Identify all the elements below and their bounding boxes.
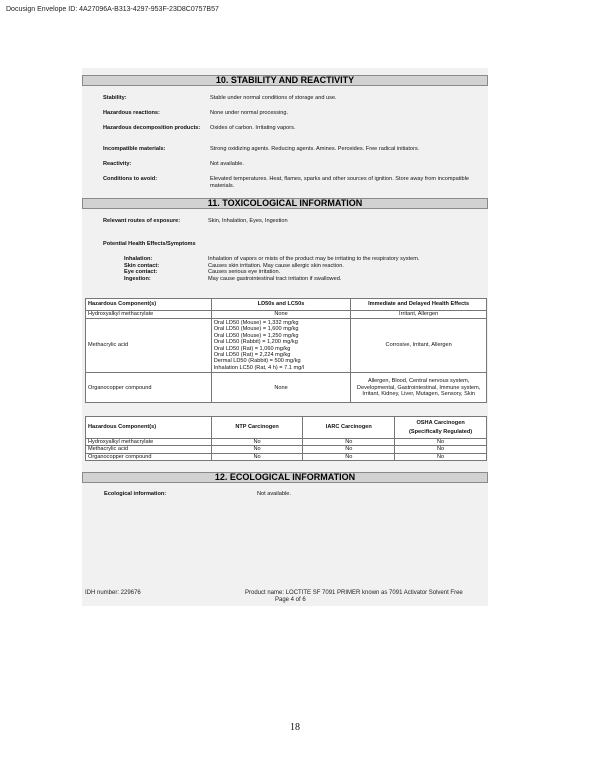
- ld-line: Oral LD50 (Mouse) = 1,250 mg/kg: [213, 332, 299, 339]
- incompatible-materials-value: Strong oxidizing agents. Reducing agents. Amines. Peroxides. Free radical initiators.: [210, 146, 420, 152]
- ld-line: Dermal LD50 (Rabbit) = 500 mg/kg: [213, 358, 301, 365]
- carc-header-component: Hazardous Component(s): [86, 417, 212, 439]
- tox-effects-cell: Corrosive, Irritant, Allergen: [351, 319, 487, 373]
- carc-osha-cell: No: [395, 453, 487, 460]
- hazardous-decomposition-label: Hazardous decomposition products:: [103, 125, 201, 131]
- carc-ntp-cell: No: [211, 446, 303, 453]
- eye-contact-label: Eye contact:: [124, 269, 158, 275]
- hazardous-decomposition-value: Oxides of carbon. Irritating vapors.: [210, 125, 296, 131]
- conditions-to-avoid-value: Elevated temperatures. Heat, flames, sparks and other sources of ignition. Store away from incompatible materials.: [210, 176, 469, 189]
- carc-component-cell: Hydroxyalkyl methacrylate: [86, 439, 212, 446]
- tox-ld-cell: [211, 319, 351, 373]
- inhalation-label: Inhalation:: [124, 256, 153, 262]
- section-12-header: 12. ECOLOGICAL INFORMATION: [82, 472, 488, 483]
- reactivity-value: Not available.: [210, 161, 244, 167]
- section-11-header: 11. TOXICOLOGICAL INFORMATION: [82, 198, 488, 209]
- carc-component-cell: Organocopper compound: [86, 453, 212, 460]
- table-row: [86, 319, 487, 373]
- hazardous-reactions-value: None under normal processing.: [210, 110, 289, 116]
- tox-effects-cell: Allergen, Blood, Central nervous system, Developmental, Gastrointestinal, Immune system, Irritant, Kidney, Liver, Mutagen, Sensory, Skin: [351, 373, 487, 403]
- carc-osha-cell: No: [395, 446, 487, 453]
- osha-header-line1: OSHA Carcinogen: [416, 419, 465, 426]
- eye-contact-value: Causes serious eye irritation.: [208, 269, 281, 275]
- ecological-info-value: Not available.: [257, 491, 291, 497]
- table-row: [86, 439, 487, 446]
- page-indicator: Page 4 of 6: [275, 597, 306, 603]
- hazardous-reactions-label: Hazardous reactions:: [103, 110, 160, 116]
- carc-iarc-cell: No: [303, 439, 395, 446]
- ld-line: Oral LD50 (Mouse) = 1,600 mg/kg: [213, 326, 299, 333]
- carc-osha-cell: No: [395, 439, 487, 446]
- skin-contact-value: Causes skin irritation. May cause allergic skin reaction.: [208, 262, 344, 269]
- tox-header-ld50: LD50s and LC50s: [211, 299, 351, 311]
- stability-label: Stability:: [103, 95, 127, 101]
- carcinogen-table: [85, 416, 487, 461]
- ingestion-label: Ingestion:: [124, 275, 151, 282]
- carc-iarc-cell: No: [303, 453, 395, 460]
- ingestion-value: May cause gastrointestinal tract irritation if swallowed.: [208, 275, 342, 282]
- tox-component-cell: Hydroxyalkyl methacrylate: [86, 311, 212, 319]
- tox-component-cell: Organocopper compound: [86, 373, 212, 403]
- tox-header-effects: Immediate and Delayed Health Effects: [351, 299, 487, 311]
- ld-line: Inhalation LC50 (Rat, 4 h) = 7.1 mg/l: [213, 364, 305, 371]
- toxicity-table: [85, 298, 487, 403]
- tox-component-cell: Methacrylic acid: [86, 319, 212, 373]
- tox-ld-cell: None: [211, 373, 351, 403]
- table-row: [86, 311, 487, 319]
- page-number: 18: [290, 722, 300, 733]
- skin-contact-label: Skin contact:: [124, 262, 160, 269]
- section-10-header: 10. STABILITY AND REACTIVITY: [82, 75, 488, 86]
- ld-line: Oral LD50 (Rabbit) = 1,200 mg/kg: [213, 339, 298, 346]
- conditions-to-avoid-label: Conditions to avoid:: [103, 176, 158, 182]
- routes-of-exposure-label: Relevant routes of exposure:: [103, 218, 181, 224]
- tox-header-component: Hazardous Component(s): [86, 299, 212, 311]
- table-row: [86, 453, 487, 460]
- carc-header-iarc: IARC Carcinogen: [303, 417, 395, 439]
- health-effects-heading: Potential Health Effects/Symptoms: [103, 241, 196, 247]
- ld-line: Oral LD50 (Rat) = 1,060 mg/kg: [213, 345, 291, 352]
- ld-line: Oral LD50 (Mouse) = 1,332 mg/kg: [213, 320, 299, 326]
- tox-ld-cell: None: [211, 311, 351, 319]
- table-row: [86, 446, 487, 453]
- carc-header-osha: [395, 417, 487, 439]
- incompatible-materials-label: Incompatible materials:: [103, 146, 166, 152]
- routes-of-exposure-value: Skin, Inhalation, Eyes, Ingestion: [208, 218, 288, 224]
- inhalation-value: Inhalation of vapors or mists of the product may be irritating to the respiratory system.: [208, 256, 420, 262]
- reactivity-label: Reactivity:: [103, 161, 132, 167]
- envelope-id: Docusign Envelope ID: 4A27096A-B313-4297-953F-23D8C0757B57: [6, 6, 219, 13]
- stability-value: Stable under normal conditions of storage and use.: [210, 95, 337, 101]
- ld-line: Oral LD50 (Rat) = 2,224 mg/kg: [213, 352, 291, 359]
- carc-ntp-cell: No: [211, 453, 303, 460]
- carc-component-cell: Methacrylic acid: [86, 446, 212, 453]
- carc-ntp-cell: No: [211, 439, 303, 446]
- product-name: Product name: LOCTITE SF 7091 PRIMER known as 7091 Activator Solvent Free: [245, 590, 463, 596]
- tox-effects-cell: Irritant, Allergen: [351, 311, 487, 319]
- ecological-info-label: Ecological information:: [104, 491, 167, 497]
- carc-header-ntp: NTP Carcinogen: [211, 417, 303, 439]
- osha-header-line2: (Specifically Regulated): [409, 429, 473, 435]
- table-row: [86, 373, 487, 403]
- idh-number: IDH number: 229676: [85, 590, 141, 596]
- carc-iarc-cell: No: [303, 446, 395, 453]
